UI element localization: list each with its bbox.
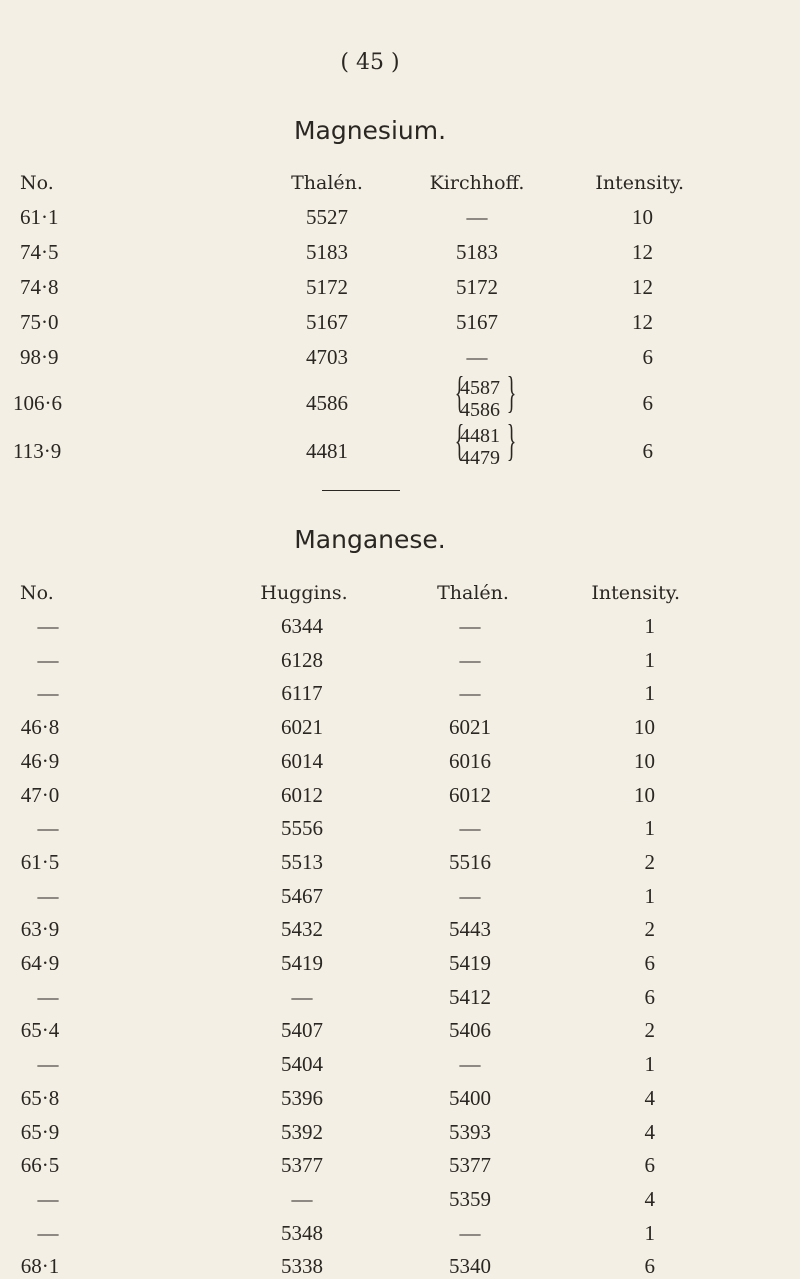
manganese-intensity: 6	[644, 1153, 655, 1177]
magnesium-intensity: 6	[642, 439, 653, 463]
manganese-intensity: 6	[644, 951, 655, 975]
manganese-thalen: 5406	[449, 1018, 491, 1042]
manganese-huggins: 5338	[281, 1254, 323, 1278]
manganese-thalen: 6012	[449, 783, 491, 807]
manganese-no: —	[37, 1052, 59, 1076]
magnesium-no: 74·8	[20, 275, 59, 299]
left-brace: {	[454, 368, 465, 417]
header-kirchhoff: Kirchhoff.	[429, 172, 525, 194]
header-thalen: Thalén.	[437, 582, 509, 604]
manganese-thalen: 5516	[449, 850, 491, 874]
manganese-no: 68·1	[20, 1254, 60, 1278]
manganese-huggins: 5377	[281, 1153, 323, 1177]
manganese-thalen: 5393	[449, 1120, 491, 1144]
manganese-thalen: —	[459, 884, 481, 908]
manganese-no: —	[37, 681, 59, 705]
header-intensity: Intensity.	[595, 172, 684, 194]
manganese-thalen: 6021	[449, 715, 491, 739]
manganese-intensity: 1	[644, 648, 655, 672]
header-huggins: Huggins.	[260, 582, 348, 604]
magnesium-no: 113·9	[13, 439, 62, 463]
magnesium-kirchhoff: 5172	[456, 275, 498, 299]
manganese-thalen: —	[459, 614, 481, 638]
right-brace: }	[506, 416, 517, 465]
manganese-huggins: —	[291, 985, 313, 1009]
manganese-no: —	[37, 1221, 59, 1245]
magnesium-intensity: 12	[632, 275, 653, 299]
magnesium-no: 75·0	[20, 310, 59, 334]
manganese-huggins: 5407	[281, 1018, 323, 1042]
manganese-huggins: 5467	[281, 884, 323, 908]
manganese-intensity: 2	[644, 917, 655, 941]
manganese-thalen: —	[459, 681, 481, 705]
manganese-thalen: —	[459, 816, 481, 840]
manganese-intensity: 10	[634, 749, 655, 773]
magnesium-kirchhoff: —	[466, 345, 488, 369]
kirchhoff-value: 4587	[460, 377, 500, 399]
manganese-huggins: 5432	[281, 917, 323, 941]
manganese-no: —	[37, 648, 59, 672]
manganese-no: 47·0	[20, 783, 60, 807]
magnesium-thalen: 5172	[306, 275, 348, 299]
manganese-huggins: 5348	[281, 1221, 323, 1245]
manganese-thalen: 5400	[449, 1086, 491, 1110]
manganese-intensity: 10	[634, 715, 655, 739]
manganese-no: 46·8	[20, 715, 60, 739]
magnesium-title: Magnesium.	[293, 116, 447, 145]
manganese-intensity: 1	[644, 816, 655, 840]
left-brace: {	[454, 416, 465, 465]
manganese-intensity: 1	[644, 681, 655, 705]
manganese-intensity: 10	[634, 783, 655, 807]
manganese-no: 65·4	[20, 1018, 60, 1042]
manganese-huggins: —	[291, 1187, 313, 1211]
manganese-thalen: 5443	[449, 917, 491, 941]
manganese-huggins: 6014	[281, 749, 323, 773]
manganese-thalen: 5377	[449, 1153, 491, 1177]
manganese-no: 63·9	[20, 917, 60, 941]
manganese-intensity: 2	[644, 850, 655, 874]
kirchhoff-value: 4586	[460, 399, 500, 421]
manganese-intensity: 1	[644, 1221, 655, 1245]
magnesium-thalen: 4586	[306, 391, 348, 415]
manganese-huggins: 6128	[281, 648, 323, 672]
manganese-huggins: 6021	[281, 715, 323, 739]
section-divider	[322, 490, 400, 491]
magnesium-no: 61·1	[20, 205, 59, 229]
magnesium-no: 106·6	[13, 391, 62, 415]
manganese-no: —	[37, 816, 59, 840]
manganese-intensity: 2	[644, 1018, 655, 1042]
manganese-thalen: —	[459, 648, 481, 672]
manganese-thalen: 5419	[449, 951, 491, 975]
magnesium-kirchhoff: —	[466, 205, 488, 229]
manganese-thalen: —	[459, 1221, 481, 1245]
manganese-intensity: 4	[644, 1086, 655, 1110]
manganese-intensity: 1	[644, 614, 655, 638]
manganese-huggins: 6117	[281, 681, 323, 705]
manganese-intensity: 6	[644, 985, 655, 1009]
manganese-no: —	[37, 985, 59, 1009]
magnesium-kirchhoff: 5167	[456, 310, 498, 334]
header-thalen: Thalén.	[291, 172, 363, 194]
manganese-no: 64·9	[20, 951, 60, 975]
magnesium-intensity: 10	[632, 205, 653, 229]
manganese-intensity: 4	[644, 1120, 655, 1144]
manganese-huggins: 5513	[281, 850, 323, 874]
magnesium-thalen: 4703	[306, 345, 348, 369]
magnesium-intensity: 6	[642, 391, 653, 415]
manganese-thalen: 5359	[449, 1187, 491, 1211]
manganese-huggins: 6012	[281, 783, 323, 807]
manganese-no: —	[37, 1187, 59, 1211]
right-brace: }	[506, 368, 517, 417]
manganese-huggins: 5396	[281, 1086, 323, 1110]
manganese-intensity: 1	[644, 884, 655, 908]
manganese-no: 65·9	[20, 1120, 60, 1144]
magnesium-intensity: 12	[632, 310, 653, 334]
magnesium-no: 98·9	[20, 345, 59, 369]
manganese-no: —	[37, 614, 59, 638]
magnesium-thalen: 5167	[306, 310, 348, 334]
manganese-title: Manganese.	[294, 525, 446, 554]
magnesium-kirchhoff: 5183	[456, 240, 498, 264]
manganese-thalen: 5340	[449, 1254, 491, 1278]
header-no: No.	[20, 582, 54, 604]
magnesium-thalen: 4481	[306, 439, 348, 463]
manganese-no: 66·5	[20, 1153, 60, 1177]
manganese-no: 61·5	[20, 850, 60, 874]
header-no: No.	[20, 172, 54, 194]
magnesium-no: 74·5	[20, 240, 59, 264]
manganese-huggins: 5556	[281, 816, 323, 840]
manganese-thalen: —	[459, 1052, 481, 1076]
manganese-no: 46·9	[20, 749, 60, 773]
magnesium-thalen: 5527	[306, 205, 348, 229]
kirchhoff-brace-group	[449, 416, 519, 475]
magnesium-thalen: 5183	[306, 240, 348, 264]
magnesium-intensity: 6	[642, 345, 653, 369]
kirchhoff-value: 4481	[460, 425, 500, 447]
manganese-no: —	[37, 884, 59, 908]
manganese-intensity: 6	[644, 1254, 655, 1278]
manganese-huggins: 5392	[281, 1120, 323, 1144]
manganese-huggins: 5404	[281, 1052, 323, 1076]
magnesium-intensity: 12	[632, 240, 653, 264]
manganese-intensity: 1	[644, 1052, 655, 1076]
manganese-thalen: 6016	[449, 749, 491, 773]
manganese-huggins: 5419	[281, 951, 323, 975]
manganese-huggins: 6344	[281, 614, 323, 638]
kirchhoff-value: 4479	[460, 447, 500, 469]
manganese-intensity: 4	[644, 1187, 655, 1211]
manganese-thalen: 5412	[449, 985, 491, 1009]
header-intensity: Intensity.	[591, 582, 680, 604]
manganese-no: 65·8	[20, 1086, 60, 1110]
page-number: ( 45 )	[340, 50, 400, 75]
